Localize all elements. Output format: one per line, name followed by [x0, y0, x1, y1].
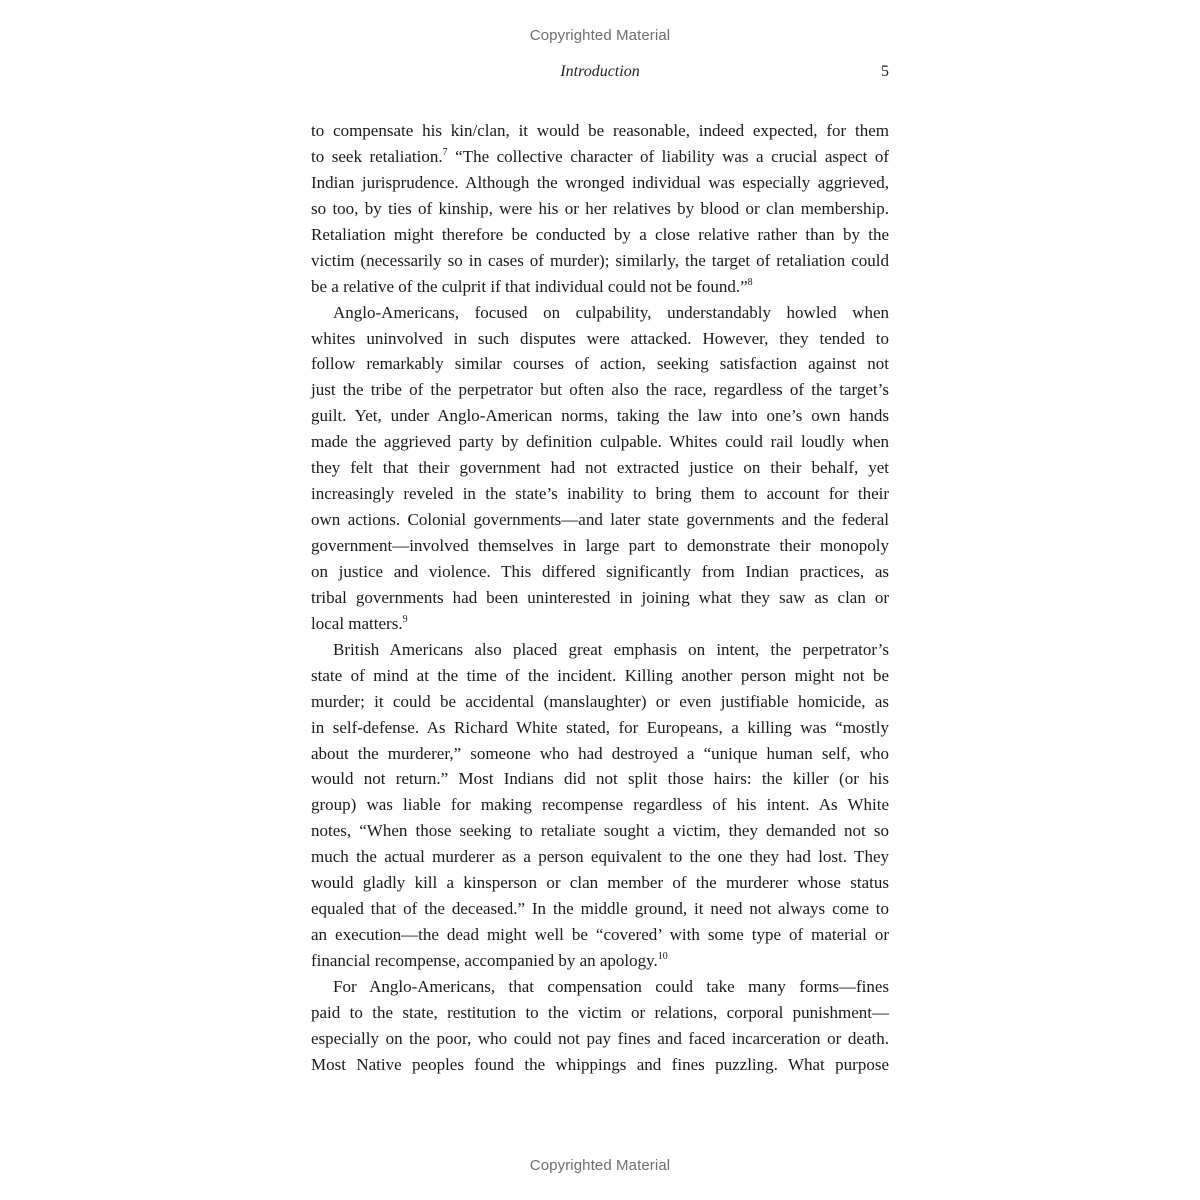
line-text-continued: “The collective character of liability was a crucial aspect of	[447, 146, 889, 166]
line-text: murder; it could be accidental (manslaughter) or even justifiable homicide, as	[311, 691, 889, 711]
line-text: victim (necessarily so in cases of murder); similarly, the target of retaliation could	[311, 250, 889, 270]
text-line	[311, 611, 889, 637]
footnote-marker: 10	[657, 951, 668, 962]
line-text: Retaliation might therefore be conducted by a close relative rather than by the	[311, 224, 889, 244]
watermark-bottom: Copyrighted Material	[529, 1157, 671, 1174]
text-line	[311, 715, 889, 741]
text-line	[311, 922, 889, 948]
line-text: local matters.	[311, 613, 403, 633]
footnote-marker: 9	[402, 613, 408, 625]
text-line	[311, 403, 889, 429]
text-line	[311, 351, 889, 377]
line-text: to seek retaliation.	[311, 146, 443, 166]
text-line	[311, 689, 889, 715]
text-line	[311, 326, 889, 352]
text-line	[311, 507, 889, 533]
text-line	[311, 196, 889, 222]
line-text: about the murderer,” someone who had destroyed a “unique human self, who	[311, 743, 889, 763]
line-text: financial recompense, accompanied by an apology.	[311, 951, 658, 970]
text-line	[311, 559, 889, 585]
text-line	[311, 144, 889, 170]
line-text: just the tribe of the perpetrator but often also the race, regardless of the target’s	[311, 380, 889, 400]
line-text: much the actual murderer as a person equivalent to the one they had lost. They	[311, 847, 889, 867]
text-line	[311, 766, 889, 792]
text-line	[311, 637, 889, 663]
text-line	[311, 896, 889, 922]
line-text: Most Native peoples found the whippings and fines puzzling. What purpose	[311, 1054, 889, 1074]
line-text: increasingly reveled in the state’s inability to bring them to account for their	[311, 484, 889, 504]
footnote-marker: 7	[442, 146, 448, 158]
line-text: made the aggrieved party by definition culpable. Whites could rail loudly when	[311, 432, 889, 452]
line-text: especially on the poor, who could not pay fines and faced incarceration or death.	[311, 1028, 889, 1048]
line-text: group) was liable for making recompense regardless of his intent. As White	[311, 795, 889, 815]
line-text: whites uninvolved in such disputes were attacked. However, they tended to	[311, 328, 889, 348]
text-line	[311, 663, 889, 689]
text-line	[311, 1026, 889, 1052]
line-text: would gladly kill a kinsperson or clan member of the murderer whose status	[311, 873, 889, 893]
text-line	[311, 818, 889, 844]
text-line	[311, 170, 889, 196]
line-text: they felt that their government had not extracted justice on their behalf, yet	[311, 458, 889, 478]
line-text: government—involved themselves in large part to demonstrate their monopoly	[311, 536, 889, 555]
running-head	[311, 63, 889, 85]
line-text: tribal governments had been uninterested in joining what they saw as clan or	[311, 587, 889, 607]
text-line	[311, 118, 889, 144]
line-text: in self-defense. As Richard White stated, for Europeans, a killing was “mostly	[311, 717, 889, 737]
text-line	[311, 274, 889, 300]
line-text: so too, by ties of kinship, were his or her relatives by blood or clan membership.	[311, 198, 889, 218]
footnote-marker: 8	[747, 276, 753, 288]
text-line	[311, 248, 889, 274]
line-text: to compensate his kin/clan, it would be reasonable, indeed expected, for them	[311, 121, 889, 140]
line-text: paid to the state, restitution to the victim or relations, corporal punishment—	[311, 1002, 889, 1022]
body-text	[311, 118, 889, 1078]
line-text: an execution—the dead might well be “covered’ with some type of material or	[311, 925, 889, 945]
watermark-top: Copyrighted Material	[529, 27, 671, 44]
line-text: guilt. Yet, under Anglo-American norms, taking the law into one’s own hands	[311, 406, 889, 426]
text-line	[311, 585, 889, 611]
text-line	[311, 870, 889, 896]
text-line	[311, 974, 889, 1000]
text-line	[311, 429, 889, 455]
line-text: notes, “When those seeking to retaliate sought a victim, they demanded not so	[311, 821, 889, 841]
line-text: For Anglo-Americans, that compensation could take many forms—fines	[333, 976, 889, 996]
line-text: Indian jurisprudence. Although the wronged individual was especially aggrieved,	[311, 172, 889, 192]
page-number: 5	[881, 63, 889, 80]
text-line	[311, 1000, 889, 1026]
line-text: follow remarkably similar courses of action, seeking satisfaction against not	[311, 354, 889, 374]
text-line	[311, 300, 889, 326]
text-line	[311, 1052, 889, 1078]
line-text: own actions. Colonial governments—and later state governments and the federal	[311, 510, 889, 530]
line-text: on justice and violence. This differed significantly from Indian practices, as	[311, 561, 889, 581]
text-line	[311, 792, 889, 818]
running-head-title: Introduction	[560, 63, 640, 80]
text-line	[311, 533, 889, 559]
line-text: equaled that of the deceased.” In the middle ground, it need not always come to	[311, 899, 889, 919]
text-line	[311, 741, 889, 767]
text-line	[311, 222, 889, 248]
text-line	[311, 948, 889, 974]
text-line	[311, 455, 889, 481]
line-text: would not return.” Most Indians did not split those hairs: the killer (or his	[311, 769, 889, 789]
text-line	[311, 377, 889, 403]
line-text: British Americans also placed great emphasis on intent, the perpetrator’s	[333, 639, 889, 659]
line-text: Anglo-Americans, focused on culpability, understandably howled when	[333, 302, 889, 322]
line-text: state of mind at the time of the incident. Killing another person might not be	[311, 665, 889, 685]
line-text: be a relative of the culprit if that individual could not be found.”	[311, 276, 748, 296]
text-line	[311, 481, 889, 507]
text-line	[311, 844, 889, 870]
